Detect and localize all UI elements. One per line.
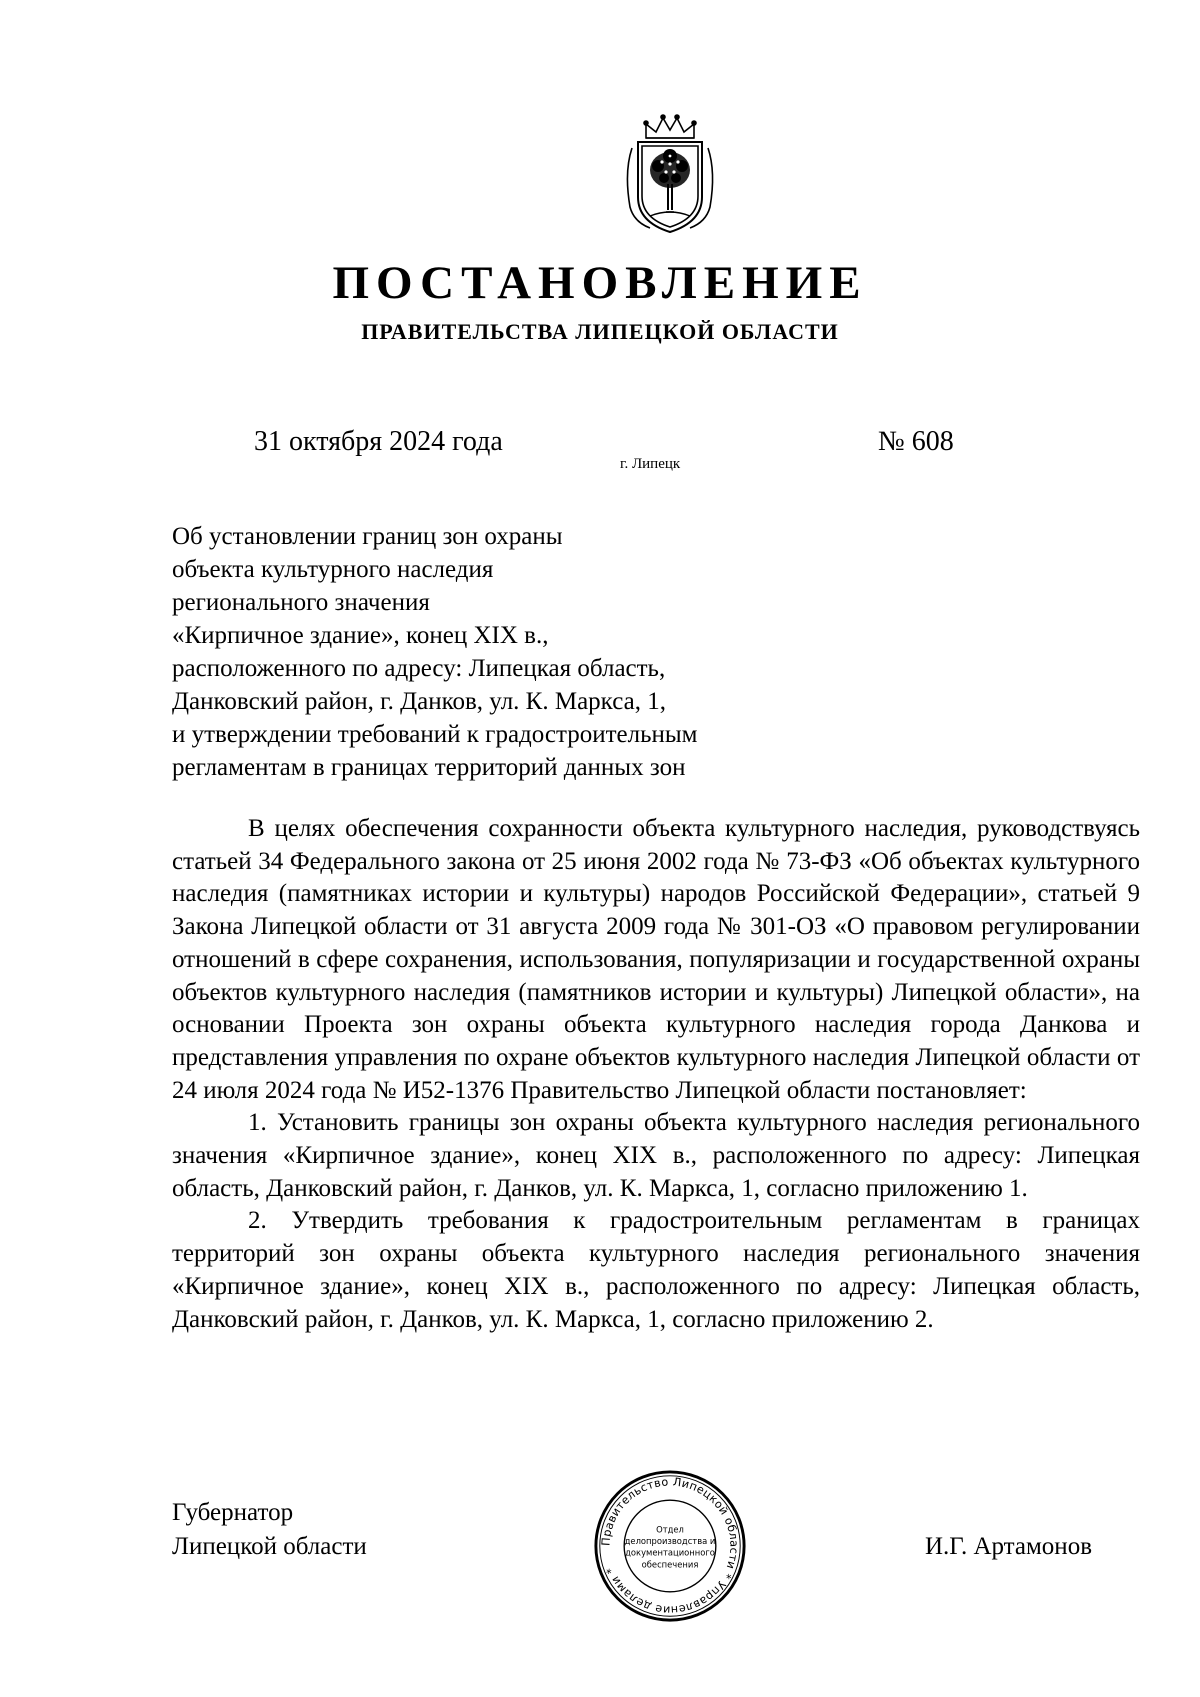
svg-text:Отдел: Отдел: [656, 1524, 684, 1535]
subject-line: Об установлении границ зон охраны: [172, 523, 563, 550]
subject-line: регламентам в границах территорий данных зон: [172, 754, 686, 781]
signatory-title-line: Липецкой области: [172, 1533, 367, 1560]
item-1-paragraph: 1. Установить границы зон охраны объекта культурного наследия регионального значения «Кирпичное здание», конец XIX в., расположенного по адресу: Липецкая область, Данковский район, г. Данков, ул. К. Маркса, 1, согласно приложению 1.: [172, 1109, 1140, 1202]
signatory-title-line: Губернатор: [172, 1499, 294, 1526]
document-type-title: ПОСТАНОВЛЕНИЕ: [332, 257, 868, 309]
subject-line: Данковский район, г. Данков, ул. К. Маркса, 1,: [172, 688, 666, 715]
subject-line: «Кирпичное здание», конец XIX в.,: [172, 622, 549, 649]
signatory-name: И.Г. Артамонов: [925, 1533, 1092, 1560]
document-issuer: ПРАВИТЕЛЬСТВА ЛИПЕЦКОЙ ОБЛАСТИ: [361, 319, 839, 344]
svg-text:Правительство Липецкой области: Правительство Липецкой области * Управление делами *: [599, 1475, 741, 1617]
document-number: № 608: [878, 426, 954, 457]
subject-line: объекта культурного наследия: [172, 556, 494, 583]
subject-line: расположенного по адресу: Липецкая область,: [172, 655, 666, 682]
preamble-paragraph: В целях обеспечения сохранности объекта культурного наследия, руководствуясь статьей 34 Федерального закона от 25 июня 2002 года № 73-ФЗ «Об объектах культурного наследия (памятниках истории и культуры) народов Российской Федерации», статьей 9 Закона Липецкой области от 31 августа 2009 года № 301-ОЗ «О правовом регулировании отношений в сфере сохранения, использования, популяризации и государственной охраны объектов культурного наследия (памятников истории и культуры) Липецкой области», на основании Проекта зон охраны объекта культурного наследия города Данкова и представления управления по охране объектов культурного наследия Липецкой области от 24 июля 2024 года № И52-1376 Правительство Липецкой области постановляет:: [172, 815, 1140, 1104]
coat-of-arms-emblem: [620, 112, 720, 237]
subject-line: регионального значения: [172, 589, 430, 616]
official-stamp: [592, 1468, 748, 1624]
item-2-paragraph: 2. Утвердить требования к градостроительным регламентам в границах территорий зон охраны объекта культурного наследия регионального значения «Кирпичное здание», конец XIX в., расположенного по адресу: Липецкая область, Данковский район, г. Данков, ул. К. Маркса, 1, согласно приложению 2.: [172, 1207, 1140, 1333]
document-city: г. Липецк: [620, 456, 681, 472]
subject-line: и утверждении требований к градостроительным: [172, 721, 698, 748]
svg-text:документационного: документационного: [625, 1547, 715, 1558]
document-body: [172, 813, 1140, 1336]
document-date: 31 октября 2024 года: [254, 426, 503, 457]
svg-text:делопроизводства и: делопроизводства и: [624, 1536, 716, 1547]
signatory-title: [172, 1496, 367, 1564]
document-subject: [172, 520, 892, 784]
svg-text:обеспечения: обеспечения: [641, 1559, 699, 1570]
